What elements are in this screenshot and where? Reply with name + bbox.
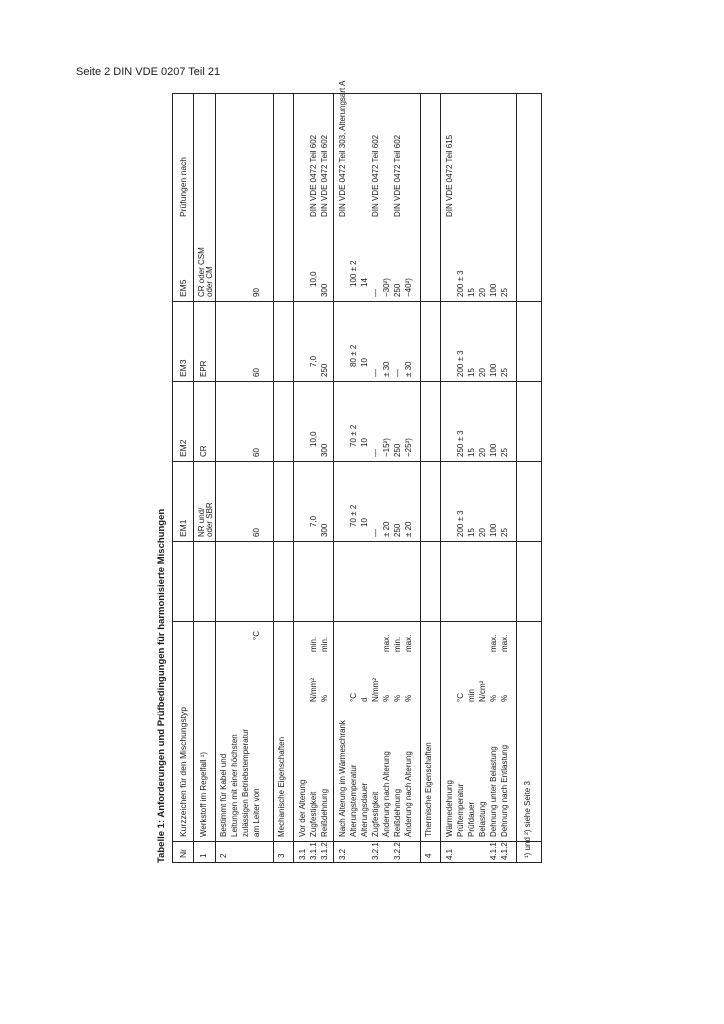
row32-em3-6: ± 30 [404, 361, 413, 377]
row31-limit-2: min. [320, 636, 329, 652]
row32-em2-4: −15²) [382, 438, 391, 457]
row32-nr-5: 3.2.2 [393, 842, 402, 860]
row1-em2: CR [199, 445, 208, 457]
row31-nr-2: 3.1.2 [320, 842, 329, 860]
row1-nr: 1 [199, 853, 208, 858]
row2-description-line4: am Leiter von [252, 788, 261, 837]
row41-em2-3: 20 [478, 448, 487, 457]
row41-em5-2: 15 [467, 288, 476, 297]
row32-em2-1: 70 ± 2 [349, 424, 358, 447]
row31-em1-1: 7,0 [309, 515, 318, 527]
row1-em5-line2: oder CM [205, 266, 214, 297]
row31-desc-1: Zugfestigkeit [309, 791, 318, 837]
header-em1: EM1 [178, 519, 188, 537]
row31-em5-2: 300 [320, 283, 329, 297]
row41-em3-5: 25 [500, 368, 509, 377]
row31-em5-1: 10,0 [309, 271, 318, 287]
row31-test-2: DIN VDE 0472 Teil 602 [320, 134, 329, 217]
row31-unit-1: N/mm² [309, 678, 318, 702]
row-divider [420, 94, 421, 862]
row41-unit-3: N/cm² [478, 680, 487, 702]
row41-desc-4: Dehnung unter Belastung [489, 746, 498, 837]
row32-nr-0: 3.2 [338, 848, 347, 860]
row32-desc-2: Alterungsdauer [360, 782, 369, 837]
row31-em2-1: 10,0 [309, 431, 318, 447]
row2-description-line3: zulässigen Betriebstemperatur [241, 728, 250, 837]
row-divider [333, 94, 334, 862]
section-mechanical: Mechanische Eigenschaften [277, 736, 286, 837]
row31-desc-2: Reißdehnung [320, 788, 329, 837]
row32-desc-5: Reißdehnung [393, 788, 402, 837]
row32-em5-5: 250 [393, 283, 402, 297]
row32-unit-3: N/mm² [371, 678, 380, 702]
row41-desc-2: Prüfdauer [467, 801, 476, 837]
row41-em2-2: 15 [467, 448, 476, 457]
row2-description-line2: Leitungen mit einer höchsten [230, 734, 239, 837]
row41-em1-3: 20 [478, 528, 487, 537]
row31-em1-2: 300 [320, 523, 329, 537]
row2-em3: 60 [252, 368, 261, 377]
row41-desc-1: Prüftemperatur [456, 783, 465, 837]
row41-nr-5: 4.1.2 [500, 842, 509, 860]
row-divider [193, 94, 194, 862]
row41-nr-0: 4.1 [445, 848, 454, 860]
row31-test-1: DIN VDE 0472 Teil 602 [309, 134, 318, 217]
footnote: ¹) und ²) siehe Seite 3 [523, 781, 532, 858]
rotated-table-block [150, 80, 550, 863]
row3-nr: 3 [277, 853, 286, 858]
row41-em1-5: 25 [500, 528, 509, 537]
row32-unit-1: °C [349, 693, 358, 702]
row32-em1-3: — [371, 529, 380, 537]
row-divider [440, 94, 441, 862]
row2-nr: 2 [219, 853, 228, 858]
row41-unit-2: min [467, 689, 476, 702]
row31-unit-2: % [320, 694, 329, 702]
row-divider [215, 94, 216, 862]
row-divider [293, 94, 294, 862]
row32-em5-2: 14 [360, 278, 369, 287]
row41-em3-1: 200 ± 3 [456, 350, 465, 377]
row32-nr-3: 3.2.1 [371, 842, 380, 860]
row2-em1: 60 [252, 528, 261, 537]
row32-em1-4: ± 20 [382, 521, 391, 537]
row2-em5: 90 [252, 288, 261, 297]
row41-em1-4: 100 [489, 523, 498, 537]
row32-desc-0: Nach Alterung im Wärmeschrank [338, 720, 347, 837]
row32-em3-1: 80 ± 2 [349, 344, 358, 367]
column-divider [173, 841, 541, 842]
column-divider [173, 461, 541, 462]
row41-em1-1: 200 ± 3 [456, 510, 465, 537]
row32-unit-6: % [404, 694, 413, 702]
column-divider [173, 621, 541, 622]
column-divider [173, 301, 541, 302]
row32-limit-6: max. [404, 634, 413, 652]
row32-em1-1: 70 ± 2 [349, 504, 358, 527]
row31-limit-1: min. [309, 636, 318, 652]
row32-test-3: DIN VDE 0472 Teil 602 [371, 134, 380, 217]
row41-desc-0: Wärmedehnung [445, 780, 454, 837]
column-divider [173, 381, 541, 382]
row32-desc-4: Änderung nach Alterung [382, 751, 391, 837]
row32-test-5: DIN VDE 0472 Teil 602 [393, 134, 402, 217]
page-header: Seite 2 DIN VDE 0207 Teil 21 [76, 66, 221, 78]
row32-em3-3: — [371, 369, 380, 377]
row32-limit-5: min. [393, 636, 402, 652]
row31-nr-1: 3.1.1 [309, 842, 318, 860]
row41-test-0: DIN VDE 0472 Teil 615 [445, 134, 454, 217]
row32-limit-4: max. [382, 634, 391, 652]
row41-limit-5: max. [500, 634, 509, 652]
row2-em2: 60 [252, 448, 261, 457]
row32-em5-1: 100 ± 2 [349, 260, 358, 287]
row32-em2-6: −25²) [404, 438, 413, 457]
row32-em3-2: 10 [360, 358, 369, 367]
table-caption: Tabelle 1: Anforderungen und Prüfbedingungen für harmonisierte Mischungen [156, 508, 167, 863]
row32-test-0: DIN VDE 0472 Teil 303, Alterungsart A [338, 80, 347, 217]
row31-em3-1: 7,0 [309, 355, 318, 367]
header-nr: Nr [178, 849, 188, 858]
row41-unit-5: % [500, 694, 509, 702]
row4-nr: 4 [424, 853, 433, 858]
column-divider [173, 541, 541, 542]
row41-limit-4: max. [489, 634, 498, 652]
row32-em1-5: 250 [393, 523, 402, 537]
row2-unit: °C [252, 631, 261, 640]
row41-desc-3: Belastung [478, 801, 487, 837]
row32-em3-4: ± 30 [382, 361, 391, 377]
row41-unit-1: °C [456, 693, 465, 702]
header-description: Kurzzeichen für den Mischungstyp [178, 707, 188, 837]
row31-desc-0: Vor der Alterung [298, 779, 307, 837]
header-em5: EM5 [178, 279, 188, 297]
row41-em3-4: 100 [489, 363, 498, 377]
row41-em3-3: 20 [478, 368, 487, 377]
row41-em5-4: 100 [489, 283, 498, 297]
row41-nr-4: 4.1.1 [489, 842, 498, 860]
row41-em5-5: 25 [500, 288, 509, 297]
row32-unit-2: d [360, 697, 369, 702]
row41-em2-5: 25 [500, 448, 509, 457]
row41-desc-5: Dehnung nach Entlastung [500, 744, 509, 837]
row41-unit-4: % [489, 694, 498, 702]
row32-unit-4: % [382, 694, 391, 702]
row31-em2-2: 300 [320, 443, 329, 457]
row32-desc-3: Zugfestigkeit [371, 791, 380, 837]
row41-em2-4: 100 [489, 443, 498, 457]
row32-em5-6: −40²) [404, 278, 413, 297]
row1-em1-line2: oder SBR [205, 502, 214, 537]
row32-em1-6: ± 20 [404, 521, 413, 537]
row32-em2-5: 250 [393, 443, 402, 457]
header-test-method: Prüfungen nach [178, 156, 188, 217]
row31-em3-2: 250 [320, 363, 329, 377]
row32-em5-3: — [371, 289, 380, 297]
row1-em5-line1: CR oder CSM [197, 247, 206, 297]
row1-description: Werkstoff im Regelfall ¹) [199, 751, 208, 837]
row32-desc-1: Alterungstemperatur [349, 764, 358, 837]
row32-em3-5: — [393, 369, 402, 377]
row32-unit-5: % [393, 694, 402, 702]
requirements-table [172, 80, 542, 863]
header-em2: EM2 [178, 439, 188, 457]
row-divider [516, 94, 517, 862]
row32-em2-3: — [371, 449, 380, 457]
row2-description-line1: Bestimmt für Kabel und [219, 753, 228, 837]
row32-em5-4: −30²) [382, 278, 391, 297]
row41-em5-1: 200 ± 3 [456, 270, 465, 297]
row32-em2-2: 10 [360, 438, 369, 447]
row41-em5-3: 20 [478, 288, 487, 297]
header-em3: EM3 [178, 359, 188, 377]
row32-desc-6: Änderung nach Alterung [404, 751, 413, 837]
section-thermal: Thermische Eigenschaften [424, 742, 433, 837]
row41-em1-2: 15 [467, 528, 476, 537]
row32-em1-2: 10 [360, 518, 369, 527]
row41-em3-2: 15 [467, 368, 476, 377]
row41-em2-1: 250 ± 3 [456, 430, 465, 457]
row1-em3: EPR [199, 360, 208, 377]
row31-nr-0: 3.1 [298, 848, 307, 860]
row1-em1-line1: NR und/ [197, 507, 206, 537]
row-divider [273, 94, 274, 862]
